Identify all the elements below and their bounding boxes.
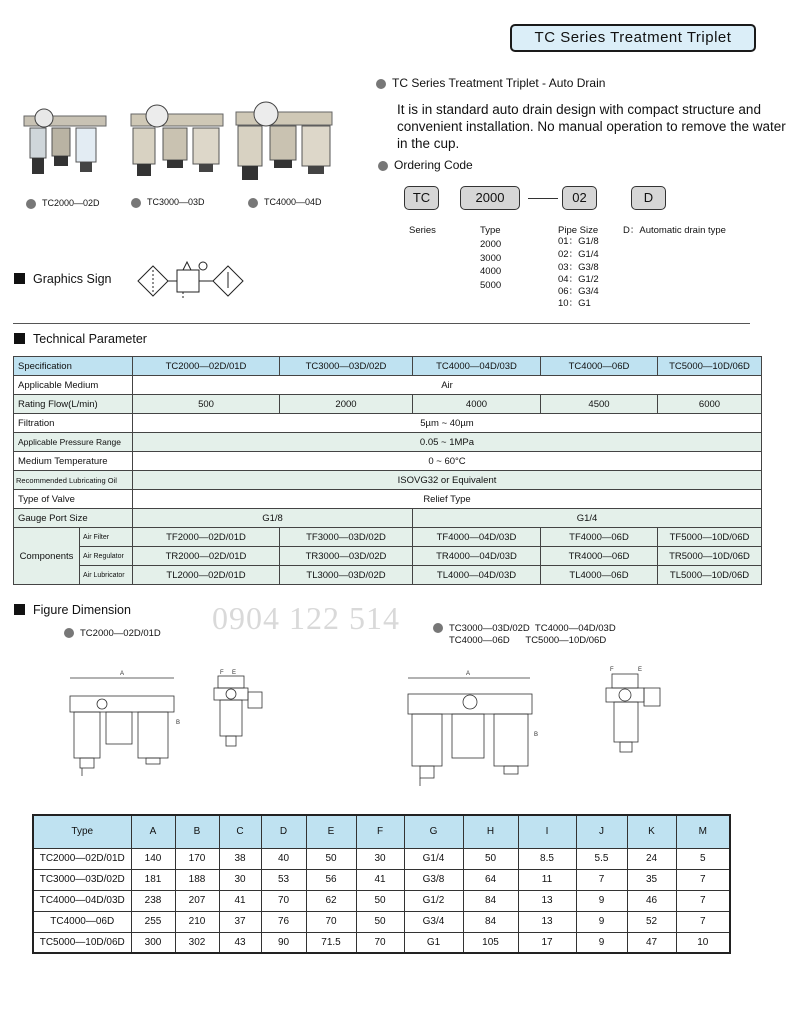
dimension-cell: 90 (261, 932, 306, 953)
cell: 4500 (541, 395, 658, 414)
cell: ISOVG32 or Equivalent (133, 471, 762, 490)
dimension-cell: 35 (627, 869, 676, 890)
svg-text:A: A (120, 671, 125, 677)
bullet-icon (26, 199, 36, 209)
pipe-option: 04：G1/2 (558, 274, 599, 285)
code-pipe: 02 (562, 186, 597, 210)
dimension-cell: 11 (518, 869, 576, 890)
type-option: 5000 (480, 280, 502, 291)
bullet-icon (433, 623, 443, 633)
dimension-cell: 50 (356, 890, 404, 911)
column-header: C (219, 815, 261, 848)
technical-parameter-table (13, 356, 762, 585)
model-header: TC4000—06D (541, 357, 658, 376)
intro-heading: TC Series Treatment Triplet - Auto Drain (376, 76, 605, 90)
column-header: E (306, 815, 356, 848)
bullet-icon (378, 161, 388, 171)
bullet-icon (376, 79, 386, 89)
dimension-drawing-small-side (200, 666, 268, 752)
dimension-cell: 84 (463, 890, 518, 911)
dimension-cell: 9 (576, 932, 627, 953)
dimension-cell: 56 (306, 869, 356, 890)
table-row (14, 471, 762, 490)
table-row (33, 890, 730, 911)
dimension-cell: 70 (261, 890, 306, 911)
figure-left-caption: TC2000—02D/01D (64, 628, 161, 639)
table-row (33, 911, 730, 932)
cell: 0.05 ~ 1MPa (133, 433, 762, 452)
dimension-cell: 62 (306, 890, 356, 911)
dimension-cell: 52 (627, 911, 676, 932)
svg-text:B: B (534, 732, 539, 738)
dimension-cell: 188 (175, 869, 219, 890)
cell: 6000 (658, 395, 762, 414)
dimension-cell: 7 (676, 869, 730, 890)
cell: 500 (133, 395, 280, 414)
cell: TR2000—02D/01D (133, 547, 280, 566)
table-row (14, 528, 762, 547)
product-photo-tc4000 (234, 96, 334, 192)
cell: 0 ~ 60°C (133, 452, 762, 471)
dimension-cell: 17 (518, 932, 576, 953)
figure-right-caption: TC3000—03D/02D TC4000—04D/03D TC4000—06D TC5000—10D/06D (433, 623, 616, 647)
dimension-cell: 37 (219, 911, 261, 932)
dimension-cell: 64 (463, 869, 518, 890)
row-label: Type of Valve (14, 490, 133, 509)
dimension-drawing-large (400, 666, 550, 794)
table-row (14, 414, 762, 433)
pipe-option: 10：G1 (558, 298, 591, 309)
dimension-cell: 7 (576, 869, 627, 890)
cell: TF4000—06D (541, 528, 658, 547)
dimension-cell: 24 (627, 848, 676, 869)
dimension-cell: 5.5 (576, 848, 627, 869)
dimension-cell: 5 (676, 848, 730, 869)
dimension-cell: 255 (131, 911, 175, 932)
table-row (14, 433, 762, 452)
dimension-cell: 50 (306, 848, 356, 869)
watermark: 0904 122 514 (212, 600, 400, 636)
dimension-cell: 30 (219, 869, 261, 890)
column-header: H (463, 815, 518, 848)
code-dash (528, 198, 558, 199)
cell: TR4000—06D (541, 547, 658, 566)
dimension-cell: 41 (356, 869, 404, 890)
svg-text:A: A (466, 671, 471, 677)
pneumatic-symbol (135, 258, 247, 304)
column-header: G (404, 815, 463, 848)
model-header: TC5000—10D/06D (658, 357, 762, 376)
column-header: Type (33, 815, 131, 848)
dimension-cell: 8.5 (518, 848, 576, 869)
column-header: B (175, 815, 219, 848)
dimension-cell: G1 (404, 932, 463, 953)
ordering-heading: Ordering Code (378, 158, 473, 172)
cell: 5µm ~ 40µm (133, 414, 762, 433)
column-header: K (627, 815, 676, 848)
pipe-option: 02：G1/4 (558, 249, 599, 260)
cell: TR4000—04D/03D (413, 547, 541, 566)
pipe-option: 03：G3/8 (558, 262, 599, 273)
bullet-icon (248, 198, 258, 208)
component-name: Air Regulator (80, 547, 133, 566)
dimension-cell: 10 (676, 932, 730, 953)
technical-heading: Technical Parameter (14, 332, 147, 346)
dimension-cell: 76 (261, 911, 306, 932)
table-row (14, 509, 762, 528)
pipe-option: 01：G1/8 (558, 236, 599, 247)
model-header: TC2000—02D/01D (133, 357, 280, 376)
dimension-cell: 70 (306, 911, 356, 932)
dimension-cell: 38 (219, 848, 261, 869)
cell: Relief Type (133, 490, 762, 509)
type-option: 4000 (480, 266, 502, 277)
table-row (14, 490, 762, 509)
component-name: Air Filter (80, 528, 133, 547)
dimension-cell: 40 (261, 848, 306, 869)
type-cell: TC3000—03D/02D (33, 869, 131, 890)
type-cell: TC5000—10D/06D (33, 932, 131, 953)
dimension-cell: G3/4 (404, 911, 463, 932)
dimension-cell: 238 (131, 890, 175, 911)
table-header-row (33, 815, 730, 848)
product-photo-tc2000 (20, 100, 110, 190)
table-row (14, 452, 762, 471)
cell: TF4000—04D/03D (413, 528, 541, 547)
row-label: Recommended Lubricating Oil (14, 471, 133, 490)
product-photo-tc3000 (127, 98, 227, 192)
dimension-cell: 300 (131, 932, 175, 953)
section-square-icon (14, 604, 25, 615)
dimension-cell: 71.5 (306, 932, 356, 953)
dimension-cell: 70 (356, 932, 404, 953)
dimension-cell: 13 (518, 911, 576, 932)
dimension-cell: 181 (131, 869, 175, 890)
type-cell: TC2000—02D/01D (33, 848, 131, 869)
cell: TL4000—04D/03D (413, 566, 541, 585)
type-option: 2000 (480, 239, 502, 250)
column-header: I (518, 815, 576, 848)
section-divider (13, 323, 750, 324)
pipe-size-label: Pipe Size (558, 225, 599, 236)
dimension-cell: 43 (219, 932, 261, 953)
intro-description: It is in standard auto drain design with compact structure and convenient installation. No manual operation to remove the water in the cup. (397, 102, 786, 151)
dimension-cell: 13 (518, 890, 576, 911)
svg-text:B: B (176, 720, 181, 726)
cell: TF3000—03D/02D (280, 528, 413, 547)
row-label: Rating Flow(L/min) (14, 395, 133, 414)
model-header: TC4000—04D/03D (413, 357, 541, 376)
dimension-cell: 50 (356, 911, 404, 932)
dimension-cell: 47 (627, 932, 676, 953)
dimension-cell: 210 (175, 911, 219, 932)
dimension-cell: 7 (676, 890, 730, 911)
product-caption-3: TC4000—04D (248, 197, 322, 208)
cell: TR3000—03D/02D (280, 547, 413, 566)
dimension-cell: 207 (175, 890, 219, 911)
code-drain: D (631, 186, 666, 210)
dimension-drawing-small (62, 664, 182, 782)
cell: Air (133, 376, 762, 395)
dimension-cell: 9 (576, 890, 627, 911)
code-series: TC (404, 186, 439, 210)
column-header: F (356, 815, 404, 848)
type-cell: TC4000—04D/03D (33, 890, 131, 911)
dimension-cell: 105 (463, 932, 518, 953)
cell: TR5000—10D/06D (658, 547, 762, 566)
dimension-cell: 170 (175, 848, 219, 869)
table-row (33, 869, 730, 890)
components-label: Components (14, 528, 80, 585)
dimension-cell: G3/8 (404, 869, 463, 890)
cell: G1/8 (133, 509, 413, 528)
column-header: J (576, 815, 627, 848)
dimension-cell: G1/2 (404, 890, 463, 911)
table-row (14, 547, 762, 566)
svg-text:E: E (232, 670, 237, 676)
spec-label: Specification (14, 357, 133, 376)
product-caption-2: TC3000—03D (131, 197, 205, 208)
cell: TL4000—06D (541, 566, 658, 585)
column-header: D (261, 815, 306, 848)
type-label: Type (480, 225, 501, 236)
svg-text:E: E (638, 667, 643, 673)
code-type: 2000 (460, 186, 520, 210)
dimension-drawing-large-side (590, 664, 670, 756)
dimension-cell: 140 (131, 848, 175, 869)
row-label: Filtration (14, 414, 133, 433)
series-label: Series (409, 225, 436, 236)
bullet-icon (131, 198, 141, 208)
table-row (14, 376, 762, 395)
cell: 4000 (413, 395, 541, 414)
graphics-sign-heading: Graphics Sign (14, 272, 112, 286)
table-row (14, 357, 762, 376)
product-caption-1: TC2000—02D (26, 198, 100, 209)
table-row (33, 848, 730, 869)
section-square-icon (14, 273, 25, 284)
dimension-cell: G1/4 (404, 848, 463, 869)
bullet-icon (64, 628, 74, 638)
column-header: A (131, 815, 175, 848)
cell: G1/4 (413, 509, 762, 528)
row-label: Medium Temperature (14, 452, 133, 471)
dimension-cell: 30 (356, 848, 404, 869)
type-cell: TC4000—06D (33, 911, 131, 932)
row-label: Applicable Medium (14, 376, 133, 395)
pipe-option: 06：G3/4 (558, 286, 599, 297)
component-name: Air Lubricator (80, 566, 133, 585)
type-option: 3000 (480, 253, 502, 264)
table-row (33, 932, 730, 953)
section-square-icon (14, 333, 25, 344)
column-header: M (676, 815, 730, 848)
cell: 2000 (280, 395, 413, 414)
table-row (14, 566, 762, 585)
dimension-cell: 302 (175, 932, 219, 953)
dimension-cell: 84 (463, 911, 518, 932)
table-row (14, 395, 762, 414)
cell: TL5000—10D/06D (658, 566, 762, 585)
model-header: TC3000—03D/02D (280, 357, 413, 376)
dimension-cell: 50 (463, 848, 518, 869)
figure-heading: Figure Dimension (14, 603, 131, 617)
dimension-cell: 9 (576, 911, 627, 932)
svg-text:F: F (220, 670, 224, 676)
cell: TF2000—02D/01D (133, 528, 280, 547)
dimension-table (32, 814, 731, 954)
page-title: TC Series Treatment Triplet (510, 24, 756, 52)
dimension-cell: 7 (676, 911, 730, 932)
dimension-cell: 41 (219, 890, 261, 911)
cell: TL2000—02D/01D (133, 566, 280, 585)
dimension-cell: 53 (261, 869, 306, 890)
cell: TF5000—10D/06D (658, 528, 762, 547)
drain-type-label: D：Automatic drain type (623, 225, 726, 236)
row-label: Gauge Port Size (14, 509, 133, 528)
row-label: Applicable Pressure Range (14, 433, 133, 452)
dimension-cell: 46 (627, 890, 676, 911)
svg-text:F: F (610, 667, 614, 673)
cell: TL3000—03D/02D (280, 566, 413, 585)
